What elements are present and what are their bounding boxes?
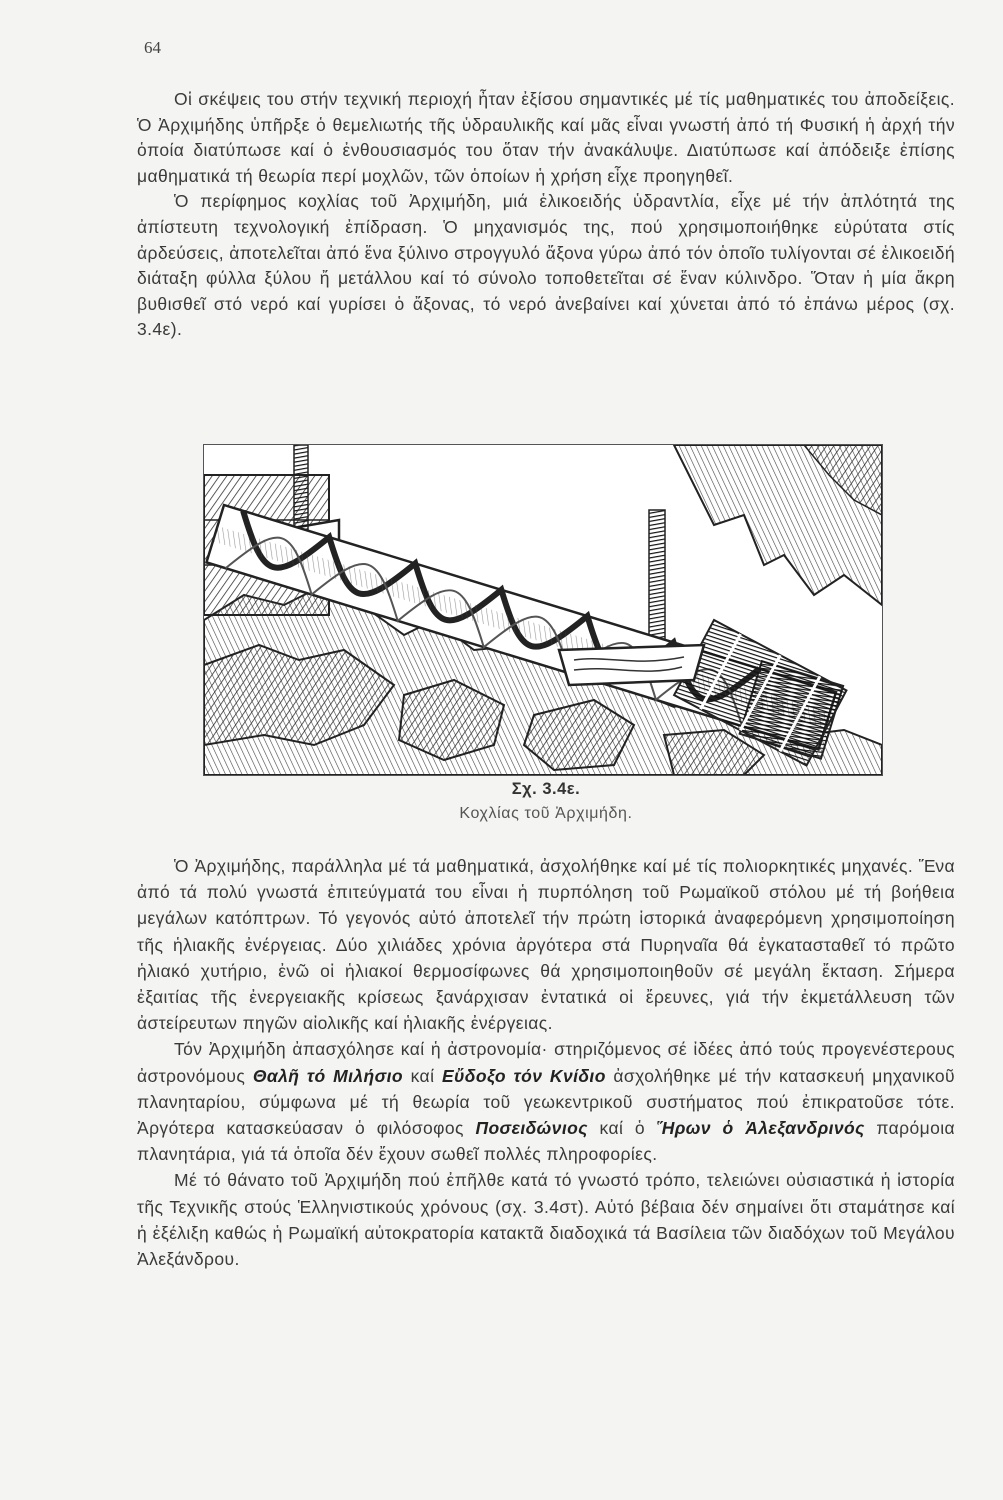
paragraph-archimedes-screw: Ὁ περίφημος κοχλίας τοῦ Ἀρχιμήδη, μιά ἑλικοειδής ὑδραντλία, εἶχε μέ τήν ἁπλότητά της ἀπίστευτη τεχνολογική ἐπίδραση. Ὁ μηχανισμός της, πού χρησιμοποιήθηκε εὐρύτατα στίς ἀρδεύσεις, ἀποτελεῖται ἀπό ἕνα ξύλινο στρογγυλό ἄξονα γύρω ἀπό τόν ὁποῖο τυλίγονται σέ ἑλικοειδή διάταξη φύλλα ξύλου ἤ μετάλλου καί τό σύνολο τοποθετεῖται σέ ἕναν κύλινδρο. Ὅταν ἡ μία ἄκρη βυθισθεῖ στό νερό καί γυρίσει ὁ ἄξονας, τό νερό ἀνεβαίνει καί χύνεται ἀπό τό ἐπάνω μέρος (σχ. 3.4ε). — [137, 191, 955, 340]
name-posidonius: Ποσειδώνιος — [475, 1118, 588, 1139]
name-eudoxus: Εὔδοξο τόν Κνίδιο — [441, 1065, 606, 1086]
top-text-block — [137, 87, 955, 343]
archimedes-screw-illustration — [203, 444, 883, 776]
name-thales: Θαλῆ τό Μιλήσιο — [252, 1065, 403, 1086]
astronomy-text-b: καί — [410, 1065, 435, 1086]
astronomy-text-a: Τόν Ἀρχιμήδη ἀπασχόλησε καί ἡ ἀστρονομία· στηριζόμενος σέ ἰδέες ἀπό τούς προγενέστερους ἀστρονόμους — [137, 1039, 955, 1086]
astronomy-text-d: καί ὁ — [599, 1118, 646, 1139]
name-heron: Ἥρων ὁ Ἀλεξανδρινός — [656, 1118, 865, 1139]
figure-caption: Κοχλίας τοῦ Ἀρχιμήδη. — [459, 805, 633, 822]
astronomy-text-e: παρόμοια πλανητάρια, γιά τά ὁποῖα δέν ἔχουν σωθεῖ πολλές πληροφορίες. — [137, 1118, 956, 1165]
paragraph-end-of-era: Μέ τό θάνατο τοῦ Ἀρχιμήδη πού ἐπῆλθε κατά τό γνωστό τρόπο, τελειώνει οὐσιαστικά ἡ ἱστορία τῆς Τεχνικῆς στούς Ἑλληνιστικούς χρόνους (σχ. 3.4στ). Αὐτό βέβαια δέν σημαίνει ὅτι σταμάτησε καί ἡ ἐξέλιξη καθώς ἡ Ρωμαϊκή αὐτοκρατορία κατακτᾶ διαδοχικά τά Βασίλεια τῶν διαδόχων τοῦ Μεγάλου Ἀλεξάνδρου. — [137, 1170, 955, 1270]
paragraph-siege-engines: Ὁ Ἀρχιμήδης, παράλληλα μέ τά μαθηματικά, ἀσχολήθηκε καί μέ τίς πολιορκητικές μηχανές. Ἕνα ἀπό τά πολύ γνωστά ἐπιτεύγματά του εἶναι ἡ πυρπόληση τοῦ Ρωμαϊκοῦ στόλου μέ τή βοήθεια μεγάλων κατόπτρων. Τό γεγονός αὐτό ἀποτελεῖ τήν πρώτη ἱστορικά ἀναφερόμενη χρησιμοποίηση τῆς ἡλιακῆς ἐνέργειας. Δύο χιλιάδες χρόνια ἀργότερα στά Πυρηναῖα θά ἐγκατασταθεῖ τό πρῶτο ἡλιακό χυτήριο, ἐνῶ οἱ ἡλιακοί θερμοσίφωνες θά χρησιμοποιηθοῦν σέ μεγάλη ἔκταση. Σήμερα ἐξαιτίας τῆς ἐνεργειακῆς κρίσεως ξανάρχισαν ἐντατικά οἱ ἔρευνες, γιά τήν ἐκμετάλλευση τῶν ἀστείρευτων πηγῶν αἰολικῆς καί ἡλιακῆς ἐνέργειας. — [137, 856, 955, 1034]
paragraph-hydraulics: Οἱ σκέψεις του στήν τεχνική περιοχή ἦταν ἐξίσου σημαντικές μέ τίς μαθηματικές του ἀποδείξεις. Ὁ Ἀρχιμήδης ὑπῆρξε ὁ θεμελιωτής τῆς ὑδραυλικῆς καί μᾶς εἶναι γνωστή ἀπό τή Φυσική ἡ ἀρχή τήν ὁποία διατύπωσε καί ὁ ἐνθουσιασμός του ὅταν τήν ἀνακάλυψε. Διατύπωσε καί ἀπόδειξε ἐπίσης μαθηματικά τή θεωρία περί μοχλῶν, τῶν ὁποίων ἡ χρήση εἶχε προηγηθεῖ. — [137, 89, 955, 186]
figure-number: Σχ. 3.4ε. — [511, 780, 581, 798]
bottom-text-block — [137, 853, 955, 1272]
astronomy-text-c: ἀσχολήθηκε μέ τήν κατασκευή μηχανικοῦ πλανηταρίου, σύμφωνα μέ τή θεωρία τοῦ γεωκεντρικοῦ συστήματος πού ἐπικρατοῦσε τότε. Ἀργότερα κατασκεύασαν ὁ φιλόσοφος — [137, 1065, 956, 1139]
page-number: 64 — [144, 38, 161, 57]
paragraph-astronomy — [137, 1036, 955, 1167]
